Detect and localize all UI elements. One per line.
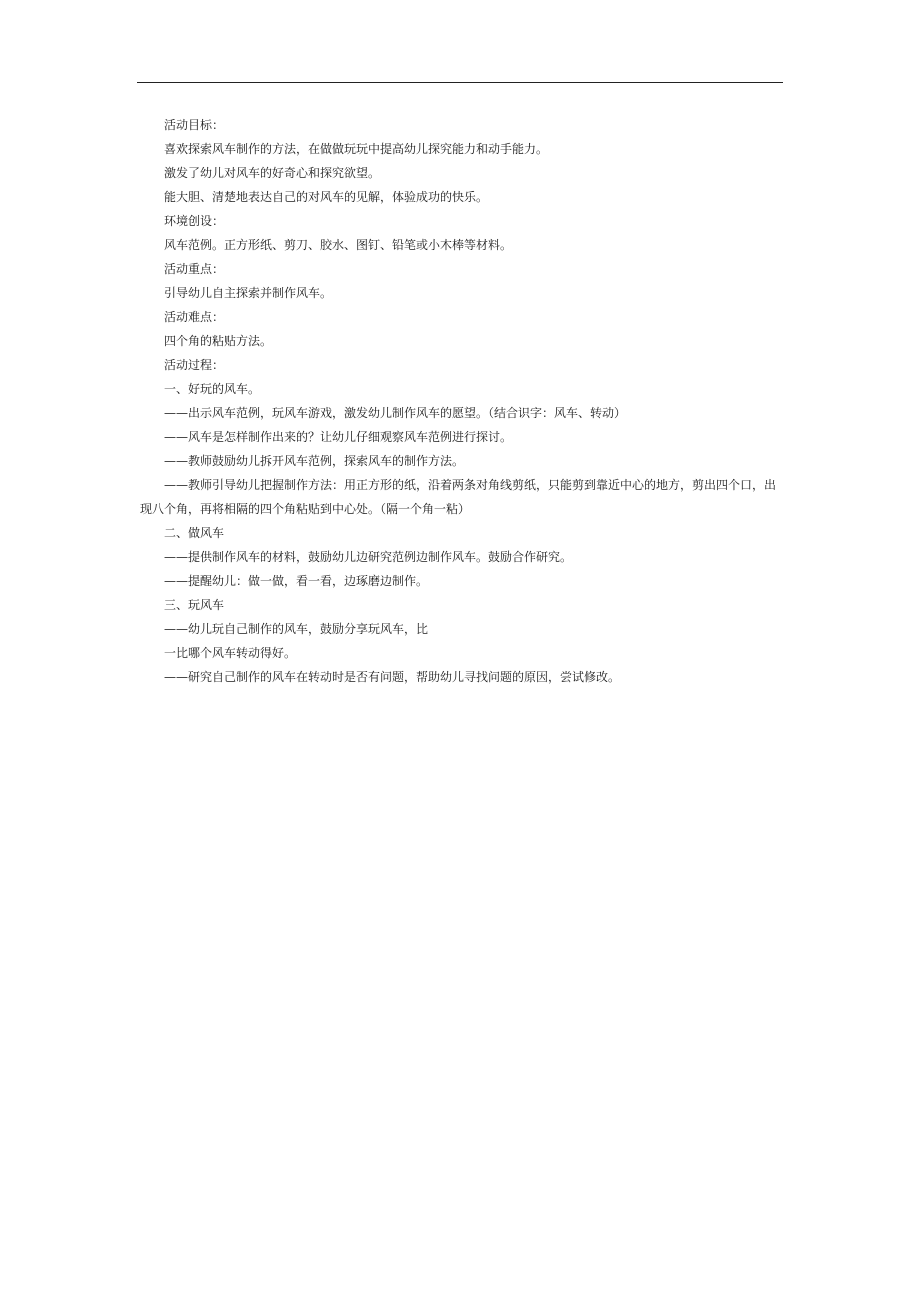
paragraph: 引导幼儿自主探索并制作风车。 xyxy=(164,286,333,300)
header-rule xyxy=(137,82,783,83)
section-heading: 三、玩风车 xyxy=(164,598,225,612)
paragraph: 一比哪个风车转动得好。 xyxy=(164,646,297,660)
paragraph: ——提供制作风车的材料，鼓励幼儿边研究范例边制作风车。鼓励合作研究。 xyxy=(164,550,573,564)
paragraph: ——研究自己制作的风车在转动时是否有问题，帮助幼儿寻找问题的原因，尝试修改。 xyxy=(164,670,621,684)
heading-activity-goals: 活动目标： xyxy=(164,118,225,132)
paragraph: ——出示风车范例，玩风车游戏，激发幼儿制作风车的愿望。（结合识字：风车、转动） xyxy=(164,406,627,420)
paragraph: 喜欢探索风车制作的方法，在做做玩玩中提高幼儿探究能力和动手能力。 xyxy=(164,142,549,156)
paragraph: ——风车是怎样制作出来的？让幼儿仔细观察风车范例进行探讨。 xyxy=(164,430,513,444)
heading-difficulty: 活动难点： xyxy=(164,310,225,324)
paragraph: 激发了幼儿对风车的好奇心和探究欲望。 xyxy=(164,166,381,180)
section-heading: 二、做风车 xyxy=(164,526,225,540)
paragraph: 能大胆、清楚地表达自己的对风车的见解，体验成功的快乐。 xyxy=(164,190,489,204)
paragraph: 四个角的粘贴方法。 xyxy=(164,334,273,348)
heading-environment: 环境创设： xyxy=(164,214,225,228)
paragraph: ——教师鼓励幼儿拆开风车范例，探索风车的制作方法。 xyxy=(164,454,465,468)
paragraph: 风车范例。正方形纸、剪刀、胶水、图钉、铅笔或小木棒等材料。 xyxy=(164,238,513,252)
heading-process: 活动过程： xyxy=(164,358,225,372)
section-heading: 一、好玩的风车。 xyxy=(164,382,261,396)
paragraph: ——提醒幼儿：做一做，看一看，边琢磨边制作。 xyxy=(164,574,429,588)
heading-key-point: 活动重点： xyxy=(164,262,225,276)
paragraph: ——幼儿玩自己制作的风车，鼓励分享玩风车，比 xyxy=(164,622,429,636)
document-body xyxy=(140,113,780,689)
paragraph: ——教师引导幼儿把握制作方法：用正方形的纸，沿着两条对角线剪纸，只能剪到靠近中心的地方，剪出四个口，出现八个角，再将相隔的四个角粘贴到中心处。（隔一个角一粘） xyxy=(140,478,777,516)
